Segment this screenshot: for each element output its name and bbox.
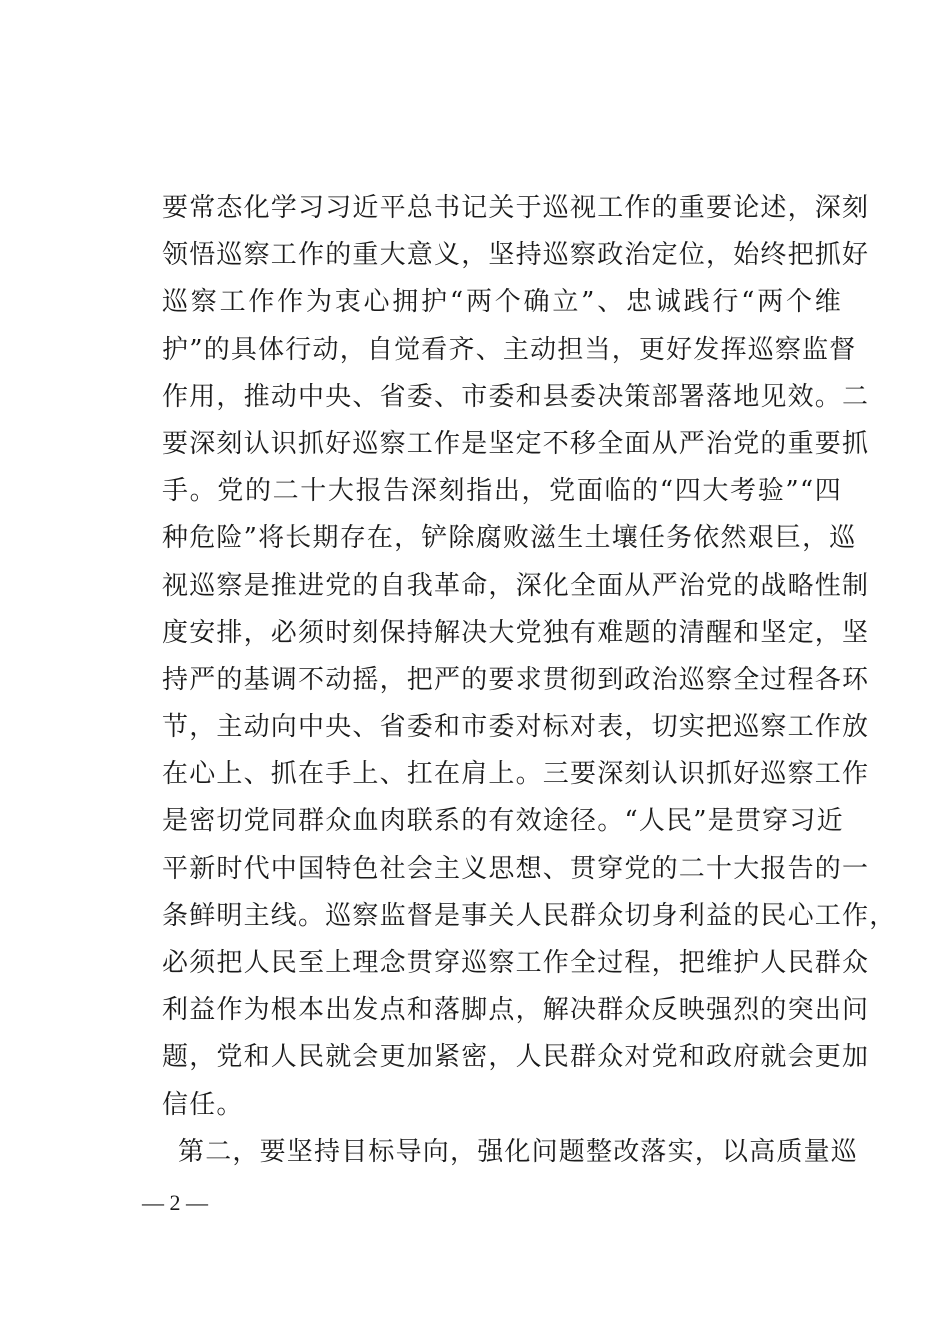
text-line: 领悟巡察工作的重大意义，坚持巡察政治定位，始终把抓好 xyxy=(162,240,870,271)
page-number: — 2 — xyxy=(142,1190,208,1215)
text-line: 视巡察是推进党的自我革命，深化全面从严治党的战略性制 xyxy=(162,570,870,601)
text-line: 题，党和人民就会更加紧密，人民群众对党和政府就会更加 xyxy=(162,1042,870,1073)
text-line: 护”的具体行动，自觉看齐、主动担当，更好发挥巡察监督 xyxy=(162,334,857,365)
text-line: 平新时代中国特色社会主义思想、贯穿党的二十大报告的一 xyxy=(162,853,870,884)
text-line: 种危险”将长期存在，铲除腐败滋生土壤任务依然艰巨，巡 xyxy=(162,523,857,554)
body-text xyxy=(162,185,897,1176)
text-line: 巡察工作作为衷心拥护“两个确立”、忠诚践行“两个维 xyxy=(162,287,842,318)
text-line: 作用，推动中央、省委、市委和县委决策部署落地见效。二 xyxy=(162,381,870,412)
paragraph-start-line: 第二，要坚持目标导向，强化问题整改落实，以高质量巡 xyxy=(178,1136,859,1167)
text-line: 持严的基调不动摇，把严的要求贯彻到政治巡察全过程各环 xyxy=(162,664,870,695)
text-line: 要常态化学习习近平总书记关于巡视工作的重要论述，深刻 xyxy=(162,193,870,223)
text-line: 是密切党同群众血肉联系的有效途径。“人民”是贯穿习近 xyxy=(162,806,844,837)
text-line: 信任。 xyxy=(162,1089,244,1120)
text-line: 要深刻认识抓好巡察工作是坚定不移全面从严治党的重要抓 xyxy=(162,428,870,459)
text-line: 条鲜明主线。巡察监督是事关人民群众切身利益的民心工作， xyxy=(162,900,897,931)
text-line: 节，主动向中央、省委和市委对标对表，切实把巡察工作放 xyxy=(162,712,870,743)
text-line: 手。党的二十大报告深刻指出，党面临的“四大考验”“四 xyxy=(162,476,842,507)
text-line: 必须把人民至上理念贯穿巡察工作全过程，把维护人民群众 xyxy=(162,948,870,978)
text-line: 利益作为根本出发点和落脚点，解决群众反映强烈的突出问 xyxy=(162,995,870,1026)
text-line: 在心上、抓在手上、扛在肩上。三要深刻认识抓好巡察工作 xyxy=(162,759,870,790)
text-line: 度安排，必须时刻保持解决大党独有难题的清醒和坚定，坚 xyxy=(162,617,870,648)
